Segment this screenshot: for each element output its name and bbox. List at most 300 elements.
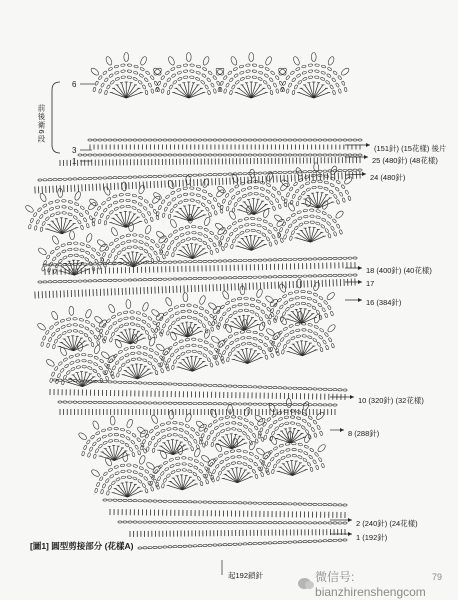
fan-chain [76,365,81,368]
fan-chain [286,339,291,344]
fan-chain [271,431,275,436]
fan-chain [111,315,116,319]
fan-chain [258,339,263,343]
fan-stitch [126,217,138,227]
fan-chain [280,337,285,342]
chain-stitch [283,258,287,260]
chain-stitch [263,403,267,405]
chain-stitch [218,544,222,546]
fan-chain [314,76,319,79]
chain-stitch [198,139,202,141]
fan-chain [105,330,109,335]
puff-stitch [69,306,74,315]
chain-stitch [138,402,142,404]
fan-chain [284,422,289,425]
fan-chain [292,219,297,224]
chain-stitch [253,521,257,523]
chain-stitch [218,173,222,175]
fan-stitch [126,88,139,98]
chain-stitch [183,383,187,385]
chain-stitch [103,279,107,281]
fan-chain [166,422,171,425]
fan-chain [344,87,347,92]
fan-chain [318,296,323,301]
chain-stitch [253,386,257,388]
fan-chain [139,240,144,244]
chain-stitch [163,500,167,502]
fan-chain [126,240,131,243]
fan-chain [115,77,120,81]
fan-chain [267,229,272,234]
fan-chain [212,75,217,80]
fan-chain [196,200,201,204]
fan-chain [185,338,190,341]
chain-stitch [108,279,112,281]
chain-stitch [203,139,207,141]
chain-stitch [283,387,287,389]
fan-chain [228,352,232,357]
chain-stitch [253,172,257,174]
chain-stitch [283,139,287,141]
chain-stitch [168,402,172,404]
fan-chain [147,361,152,366]
fan-chain [118,318,123,322]
fan-chain [244,223,249,226]
chain-stitch [178,174,182,176]
chain-stitch [333,388,337,390]
chain-stitch [233,154,237,156]
row-label: 16 (384針) [366,298,402,307]
fan-chain [167,90,170,95]
fan-chain [168,214,171,219]
fan-stitch [301,88,314,98]
fan-chain [204,309,209,314]
fan-chain [210,327,214,332]
fan-chain [259,316,263,321]
fan-chain [142,358,147,362]
fan-chain [302,335,307,338]
fan-chain [202,443,206,448]
chain-stitch [318,503,322,505]
fan-chain [266,417,271,422]
chain-stitch [313,388,317,390]
fan-chain [226,237,230,242]
fan-chain [297,210,302,214]
chain-stitch [93,139,97,141]
chain-stitch [88,177,92,179]
chain-stitch [153,546,157,548]
fan-chain [207,90,210,95]
fan-chain [126,205,131,208]
chain-stitch [73,280,77,282]
fan-chain [264,455,268,460]
fan-chain [93,87,96,92]
chain-stitch [333,522,337,524]
chain-stitch [303,503,307,505]
chain-stitch [68,401,72,403]
fan-chain [230,244,233,249]
row-number-3: 3 [72,146,77,155]
fan-chain [282,221,286,226]
fan-chain [302,323,306,326]
fan-chain [55,206,60,209]
pointer-arrow [348,532,352,536]
fan-chain [252,343,257,347]
chain-stitch [58,401,62,403]
chain-stitch [193,521,197,523]
fan-chain [149,429,154,434]
fan-chain [109,241,114,246]
chain-stitch [138,500,142,502]
fan-stitch [183,480,194,490]
fan-chain [296,335,301,338]
chain-stitch [353,274,357,276]
chain-stitch [118,139,122,141]
chain-stitch [168,261,172,263]
chain-stitch [173,154,177,156]
chain-stitch [158,521,162,523]
fan-chain [187,441,191,446]
fan-chain [219,343,223,348]
fan-stitch [237,246,251,250]
chain-stitch [233,521,237,523]
fan-chain [132,433,137,438]
chain-stitch [273,259,277,261]
fan-chain [62,255,67,259]
fan-chain [290,422,295,425]
puff-stitch [105,56,113,66]
fan-chain [163,360,167,365]
fan-chain [232,238,236,243]
fan-chain [109,474,114,479]
chain-stitch [68,379,72,381]
fan-chain [123,311,128,314]
fan-chain [93,454,96,459]
chain-stitch [253,502,257,504]
fan-chain [308,329,313,333]
fan-chain [283,300,288,305]
chain-stitch [348,274,352,276]
fan-stitch [303,341,307,356]
chain-stitch [318,388,322,390]
fan-chain [200,481,204,486]
fan-chain [161,89,164,94]
fan-chain [302,412,307,416]
chain-stitch [163,383,167,385]
fan-chain [69,355,74,359]
puff-stitch [313,314,321,324]
chain-stitch [288,171,292,173]
chain-stitch [123,176,127,178]
fan-chain [133,71,138,75]
chain-stitch [173,383,177,385]
chain-stitch [173,139,177,141]
fan-chain [277,298,282,303]
fan-chain [238,309,243,312]
puff-stitch [317,443,327,453]
chain-stitch [238,543,242,545]
fan-chain [179,233,184,237]
fan-chain [112,194,117,198]
fan-chain [95,431,100,435]
fan-chain [83,445,87,450]
fan-chain [283,344,287,349]
fan-chain [227,71,232,76]
fan-chain [280,450,285,454]
fan-chain [315,70,320,73]
fan-chain [325,345,329,350]
fan-chain [222,350,226,355]
fan-chain [132,477,137,481]
fan-chain [155,432,160,437]
fan-chain [79,255,84,259]
fan-chain [306,187,311,191]
fan-chain [239,71,244,75]
puff-stitch [85,309,93,319]
fan-chain [174,236,179,241]
chain-stitch [328,388,332,390]
fan-chain [139,234,144,237]
puff-stitch [94,315,104,324]
fan-chain [208,71,213,76]
row-label: 1 (192針) [356,533,388,542]
fan-chain [171,470,176,474]
chain-stitch [193,260,197,262]
fan-chain [250,304,255,308]
fan-chain [85,210,90,215]
fan-chain [222,311,227,316]
fan-chain [251,223,256,226]
fan-chain [336,224,340,229]
chain-stitch [258,154,262,156]
fan-chain [143,206,148,211]
chain-stitch [168,154,172,156]
fan-chain [313,293,318,297]
chain-stitch [343,522,347,524]
fan-chain [331,343,335,348]
chain-stitch [63,178,67,180]
fan-chain [269,314,272,319]
chain-stitch [168,521,172,523]
chain-stitch [358,154,362,156]
fan-chain [210,362,214,367]
chain-stitch [223,544,227,546]
fan-chain [211,205,215,210]
chain-stitch [123,262,127,264]
fan-chain [120,235,125,239]
fan-stitch [246,83,251,98]
fan-chain [180,352,185,356]
fan-chain [307,422,312,427]
chain-stitch [318,404,322,406]
fan-chain [79,318,84,321]
chain-stitch [263,542,267,544]
fan-chain [233,67,238,71]
fan-chain [93,362,98,366]
fan-chain [183,187,188,190]
fan-chain [116,477,121,481]
chain-stitch [348,154,352,156]
chain-stitch [233,139,237,141]
chain-stitch [203,544,207,546]
chain-stitch [333,154,337,156]
fan-chain [223,230,227,235]
fan-chain [189,76,194,79]
fan-chain [235,191,240,196]
fan-chain [272,206,276,211]
puff-stitch [330,165,338,175]
chain-stitch [128,402,132,404]
fan-chain [130,440,135,445]
puff-stitch [228,210,237,220]
chain-stitch [48,281,52,283]
chain-stitch [278,541,282,543]
chain-stitch [248,521,252,523]
fan-chain [310,467,314,472]
chain-stitch [273,171,277,173]
fan-chain [316,310,320,315]
fan-chain [88,360,93,364]
fan-chain [98,335,101,340]
chain-stitch [193,139,197,141]
fan-stitch [118,485,127,497]
fan-chain [286,448,291,451]
fan-chain [155,328,158,333]
fan-chain [98,89,101,94]
fan-chain [153,209,157,214]
fan-chain [179,428,184,432]
fan-chain [288,223,293,228]
chain-stitch [298,403,302,405]
chain-stitch [78,154,82,156]
chain-stitch [208,521,212,523]
chain-stitch [188,278,192,280]
chain-stitch [118,381,122,383]
chain-stitch [348,139,352,141]
fan-chain [190,193,195,196]
chain-stitch [318,522,322,524]
fan-stitch [74,336,78,351]
fan-chain [82,353,86,356]
fan-chain [109,358,113,363]
fan-chain [183,437,188,442]
fan-chain [244,309,249,312]
puff-stitch [335,210,345,220]
chain-stitch [53,178,57,180]
fan-chain [51,372,55,377]
chain-stitch [113,279,117,281]
fan-chain [237,422,242,426]
fan-chain [166,77,171,82]
fan-chain [89,215,93,220]
fan-chain [214,235,219,240]
fan-chain [252,433,256,438]
fan-chain [225,345,230,350]
fan-chain [220,81,224,86]
fan-chain [212,469,216,474]
fan-stitch [293,461,297,476]
pointer-arrow [366,143,370,147]
chain-stitch [183,402,187,404]
fan-chain [96,340,100,345]
fan-chain [92,441,97,446]
chain-stitch [123,402,127,404]
chain-stitch [233,277,237,279]
fan-chain [290,304,295,308]
fan-chain [327,214,332,219]
chain-stitch [288,387,292,389]
chain-stitch [188,545,192,547]
chain-stitch [88,139,92,141]
fan-chain [215,361,219,366]
fan-stitch [114,88,127,98]
chain-stitch [218,277,222,279]
fan-chain [140,67,145,71]
fan-chain [219,460,224,465]
fan-chain [74,248,79,251]
fan-chain [74,209,79,213]
chain-stitch [213,154,217,156]
chain-stitch [203,384,207,386]
fan-chain [219,423,224,427]
fan-chain [241,188,246,192]
fan-chain [121,476,126,479]
fan-chain [281,456,286,460]
puff-stitch [51,235,60,245]
chain-stitch [173,500,177,502]
fan-chain [224,243,227,248]
fan-chain [132,206,137,210]
fan-chain [319,328,324,333]
fan-stitch [244,202,254,215]
fan-chain [95,448,99,453]
fan-chain [325,228,329,233]
chain-stitch [183,545,187,547]
fan-chain [204,340,209,344]
chain-stitch [228,277,232,279]
puff-stitch [249,53,254,62]
fan-chain [273,345,277,350]
fan-chain [292,194,296,199]
chain-stitch [343,139,347,141]
fan-chain [308,455,313,460]
fan-chain [109,337,112,342]
puff-stitch [243,407,251,417]
side-label: 前後衛6段 [37,104,46,144]
fan-chain [181,316,186,319]
fan-chain [50,213,55,217]
fan-stitch [124,255,133,267]
chain-stitch [168,278,172,280]
chain-stitch [178,261,182,263]
chain-stitch [168,500,172,502]
fan-chain [114,255,118,260]
fan-stitch [116,215,126,228]
fan-stitch [193,244,197,259]
fan-chain [137,346,141,349]
chain-stitch [108,401,112,403]
chain-stitch [128,381,132,383]
fan-chain [69,361,74,365]
fan-stitch [238,352,247,364]
chain-stitch [143,547,147,549]
chain-stitch [138,382,142,384]
fan-chain [213,419,218,423]
chain-stitch [218,521,222,523]
chain-stitch [103,177,107,179]
fan-chain [264,336,269,341]
fan-chain [252,64,257,67]
